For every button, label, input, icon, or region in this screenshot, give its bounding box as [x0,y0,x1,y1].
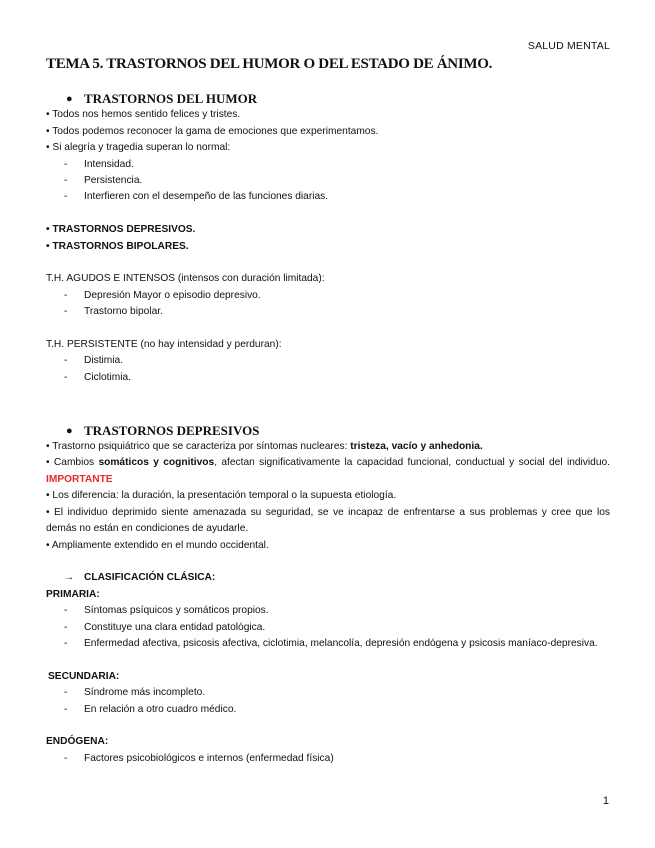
dash-item: - Interfieren con el desempeño de las funciones diarias. [64,191,329,203]
dash-item: - Trastorno bipolar. [64,306,163,318]
important-label: IMPORTANTE [46,473,113,485]
section-heading-humor: ● TRASTORNOS DEL HUMOR [66,91,258,106]
endogena-label: ENDÓGENA: [46,736,109,748]
page-number: 1 [602,795,609,807]
page-title: TEMA 5. TRASTORNOS DEL HUMOR O DEL ESTADO DE ÁNIMO. [46,56,493,72]
dash-item: - En relación a otro cuadro médico. [64,703,237,715]
bullet-line: • Si alegría y tragedia superan lo normal: [46,142,231,154]
dash-item: - Persistencia. [64,175,143,187]
bullet-line: • El individuo deprimido siente amenazada su seguridad, se ve incapaz de enfrentarse a sus problemas y cree que los demás no están en condiciones de ayudarle. [46,506,610,535]
bold-bullet-line: • TRASTORNOS DEPRESIVOS. [46,224,196,236]
bullet-line: • Todos podemos reconocer la gama de emociones que experimentamos. [46,125,379,137]
bullet-line: • Cambios somáticos y cognitivos, afectan significativamente la capacidad funcional, conductual y social del individuo. IMPORTANTE [46,457,610,485]
document-body [46,91,610,767]
dash-item: - Enfermedad afectiva, psicosis afectiva, ciclotimia, melancolía, depresión endógena y psicosis maníaco-depresiva. [64,637,598,649]
dash-item: - Depresión Mayor o episodio depresivo. [64,289,261,301]
dash-item: - Síndrome más incompleto. [64,687,206,699]
bullet-dot-icon: ● [66,424,73,437]
dash-item: - Intensidad. [64,158,134,170]
dash-item: - Constituye una clara entidad patológica. [64,621,266,633]
agudos-label: T.H. AGUDOS E INTENSOS (intensos con duración limitada): [46,273,325,285]
bullet-line: • Los diferencia: la duración, la presentación temporal o la supuesta etiología. [46,490,397,502]
clasificacion-heading: → CLASIFICACIÓN CLÁSICA: [46,570,610,586]
running-header: SALUD MENTAL [527,40,610,52]
dash-item: - Factores psicobiológicos e internos (enfermedad física) [64,752,334,764]
arrow-right-icon: → [64,572,75,584]
primaria-label: PRIMARIA: [46,588,100,600]
dash-item: - Distimia. [64,355,124,367]
secundaria-label: SECUNDARIA: [48,670,120,682]
persistente-label: T.H. PERSISTENTE (no hay intensidad y perduran): [46,339,282,351]
bullet-line: • Todos nos hemos sentido felices y tristes. [46,109,241,121]
bullet-line: • Ampliamente extendido en el mundo occidental. [46,539,269,551]
dash-item: - Ciclotimia. [64,371,131,383]
bullet-dot-icon: ● [66,93,73,105]
section-heading-depresivos: ● TRASTORNOS DEPRESIVOS [66,422,260,438]
bullet-line: • Trastorno psiquiátrico que se caracteriza por síntomas nucleares: tristeza, vacío y anhedonia. [46,441,483,453]
dash-item: - Síntomas psíquicos y somáticos propios. [64,605,269,617]
bold-bullet-line: • TRASTORNOS BIPOLARES. [46,240,189,252]
